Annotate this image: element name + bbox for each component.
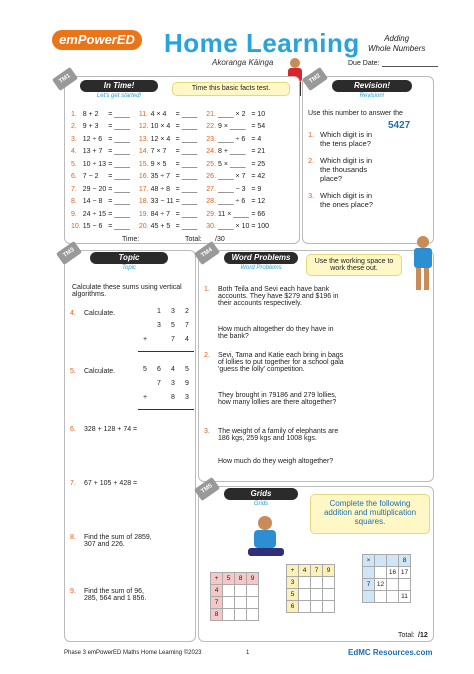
revision-number: 5427	[388, 120, 411, 131]
grids-banner: Grids	[224, 488, 298, 500]
fact-cell: = 66	[251, 210, 266, 218]
fact-cell: 8 + ____	[218, 148, 246, 156]
in-time-note: Time this basic facts test.	[172, 82, 290, 96]
page-subtitle: Akoranga Kāinga	[212, 58, 274, 67]
fact-cell: = ____	[108, 110, 130, 118]
algorithm-digit: 4	[185, 336, 189, 343]
fact-number: 6.	[71, 173, 77, 181]
fact-cell: 9 × ____	[218, 123, 246, 131]
topic-sub: Topic	[121, 265, 137, 271]
fact-cell: 8 + 2	[82, 110, 99, 118]
fact-cell: = 4	[251, 135, 262, 143]
grid-header-cell: 8	[235, 573, 247, 585]
fact-cell: 48 ÷ 8	[150, 185, 171, 193]
fact-number: 21.	[206, 110, 217, 118]
fact-number: 24.	[206, 148, 217, 156]
tag-tm1: TM1	[52, 67, 78, 91]
fact-number: 13.	[138, 135, 149, 143]
wp3-number: 3.	[204, 428, 210, 435]
grid-cell[interactable]	[223, 597, 235, 609]
grid-cell[interactable]	[223, 609, 235, 621]
fact-number: 25.	[206, 160, 217, 168]
revision-questions	[308, 130, 428, 217]
fact-number: 18.	[138, 198, 149, 206]
tag-tm4: TM4	[194, 241, 220, 265]
revision-sub: Revision!	[359, 93, 385, 99]
fact-cell: = 54	[251, 123, 266, 131]
grid-cell[interactable]: 16	[387, 567, 399, 579]
fact-row	[70, 171, 270, 184]
fact-number: 28.	[206, 198, 217, 206]
fact-row	[70, 133, 270, 146]
word-problems-banner: Word Problems	[224, 252, 298, 264]
fact-cell: 84 ÷ 7	[150, 210, 171, 218]
q5-number: 5.	[70, 368, 76, 375]
revision-question	[308, 191, 428, 209]
fact-cell: = 25	[251, 160, 266, 168]
fact-row	[70, 208, 270, 221]
multiplication-square	[362, 554, 411, 603]
fact-cell: 33 − 11	[150, 198, 174, 206]
fact-number: 11.	[138, 110, 149, 118]
fact-number: 1.	[71, 110, 77, 118]
grid-header-cell: 5	[223, 573, 235, 585]
fact-number: 15.	[138, 160, 149, 168]
fact-number: 2.	[71, 123, 77, 131]
algorithm-digit: 5	[171, 322, 175, 329]
fact-cell: 9 + 3	[82, 123, 99, 131]
fact-row	[70, 121, 270, 134]
grid-header-cell: 7	[211, 597, 223, 609]
grid-cell[interactable]	[399, 579, 411, 591]
basic-facts-table	[70, 108, 270, 233]
algorithm-digit: +	[142, 336, 148, 343]
revision-question	[308, 130, 428, 148]
empowered-logo: emPowerED	[52, 30, 142, 50]
in-time-banner: In Time!	[80, 80, 158, 92]
wp1-text: Both Teila and Sevi each have bank accounts. They have $279 and $196 in their accounts respectively.	[218, 286, 339, 307]
fact-cell: = 9	[251, 185, 262, 193]
grid-cell[interactable]: 12	[375, 579, 387, 591]
q6-number: 6.	[70, 426, 76, 433]
grid-cell[interactable]	[247, 597, 259, 609]
algorithm-digit: 7	[185, 322, 189, 329]
fact-number: 8.	[71, 198, 77, 206]
grids-total-label: Total:	[398, 632, 415, 639]
grid-cell[interactable]	[375, 567, 387, 579]
grid-cell[interactable]	[387, 579, 399, 591]
algorithm-row	[138, 308, 194, 322]
fact-cell: ____ ÷ 6	[218, 198, 246, 206]
grid-cell[interactable]	[235, 597, 247, 609]
fact-cell: = ____	[175, 160, 198, 168]
q7-text: 67 + 105 + 428 =	[84, 480, 138, 487]
grid-header-cell: 7	[363, 579, 375, 591]
fact-cell: = ____	[108, 185, 130, 193]
algorithm-row	[138, 394, 194, 408]
footer-brand: EdMC Resources.com	[348, 648, 433, 657]
page-title: Home Learning	[164, 28, 360, 58]
q6-text: 328 + 128 + 74 =	[84, 426, 138, 433]
grid-cell[interactable]	[299, 577, 311, 589]
fact-cell: = ____	[108, 223, 130, 231]
grid-cell[interactable]	[223, 585, 235, 597]
fact-cell: = ____	[108, 123, 130, 131]
grid-cell[interactable]	[247, 609, 259, 621]
fact-number: 26.	[206, 173, 217, 181]
grid-cell[interactable]	[387, 591, 399, 603]
grid-header-cell: 5	[287, 589, 299, 601]
tag-tm5: TM5	[194, 477, 220, 501]
grid-header-cell: 9	[247, 573, 259, 585]
fact-cell: = 100	[251, 223, 270, 231]
fact-number: 10.	[71, 223, 81, 231]
topic-banner: Topic	[90, 252, 168, 264]
q9-text: Find the sum of 96, 285, 564 and 1 856.	[84, 588, 147, 602]
grid-header-cell: +	[287, 565, 299, 577]
algorithm-digit: 3	[157, 322, 161, 329]
fact-row	[70, 108, 270, 121]
algorithm-digit: 7	[171, 336, 175, 343]
revision-question-number: 3.	[308, 191, 315, 200]
revision-question-number: 2.	[308, 156, 315, 165]
grid-cell[interactable]	[323, 577, 335, 589]
fact-number: 5.	[71, 160, 77, 168]
topic-label	[368, 34, 425, 54]
fact-number: 19.	[138, 210, 149, 218]
fact-number: 29.	[206, 210, 217, 218]
algorithm-row	[138, 380, 194, 394]
wp2-question: They brought in 79186 and 279 lollies, how many lollies are there altogether?	[218, 392, 337, 406]
algorithm-answer-line	[138, 351, 194, 352]
revision-question-text: Which digit is in the ones place?	[320, 191, 373, 209]
q4-label: Calculate.	[84, 310, 116, 317]
grid-header-cell	[363, 567, 375, 579]
fact-cell: 35 ÷ 7	[150, 173, 171, 181]
topic-line-2: Whole Numbers	[368, 44, 426, 53]
q9-number: 9.	[70, 588, 76, 595]
wp2-number: 2.	[204, 352, 210, 359]
fact-number: 22.	[206, 123, 217, 131]
grid-header-cell: 6	[287, 601, 299, 613]
footer-text: Phase 3 emPowerED Maths Home Learning ©2023	[64, 650, 202, 656]
algorithm-digit: 2	[185, 308, 189, 315]
footer-page: 1	[246, 650, 250, 656]
q7-number: 7.	[70, 480, 76, 487]
revision-banner: Revision!	[332, 80, 412, 92]
wp1-number: 1.	[204, 286, 210, 293]
grid-header-cell	[363, 591, 375, 603]
fact-cell: = ____	[108, 135, 130, 143]
fact-cell: = ____	[108, 210, 130, 218]
grid-header-cell: 4	[211, 585, 223, 597]
grid-header-cell: ×	[363, 555, 375, 567]
fact-number: 3.	[71, 135, 77, 143]
algorithm-answer-line	[138, 409, 194, 410]
fact-number: 20.	[138, 223, 149, 231]
grid-header-cell: 7	[311, 565, 323, 577]
algorithm-digit: 3	[171, 380, 175, 387]
fact-cell: = ____	[108, 198, 130, 206]
topic-line-1: Adding	[384, 34, 410, 43]
grid-cell[interactable]	[311, 577, 323, 589]
fact-cell: = ____	[175, 210, 198, 218]
word-problems-note: Use the working space to work these out.	[306, 254, 402, 276]
fact-cell: 13 + 7	[82, 148, 103, 156]
fact-cell: = ____	[108, 148, 130, 156]
fact-cell: = 21	[251, 148, 266, 156]
algorithm-digit: 9	[185, 380, 189, 387]
fact-cell: 7 − 2	[82, 173, 99, 181]
fact-cell: = 12	[251, 198, 266, 206]
girl-illustration	[410, 236, 436, 294]
due-date-label: Due Date:	[348, 60, 380, 67]
grid-cell[interactable]	[323, 601, 335, 613]
time-label: Time:	[122, 236, 140, 243]
fact-cell: = ____	[108, 160, 130, 168]
wp3-question: How much do they weigh altogether?	[218, 458, 334, 465]
fact-number: 23.	[206, 135, 217, 143]
fact-cell: 5 × ____	[218, 160, 246, 168]
fact-cell: ____ − 3	[218, 185, 246, 193]
fact-number: 9.	[71, 210, 77, 218]
fact-row	[70, 183, 270, 196]
addition-square-2	[286, 564, 335, 613]
fact-cell: = ____	[175, 198, 198, 206]
wp2-text: Sevi, Tama and Katie each bring in bags of lollies to put together for a school gala 'guess the lolly' competition.	[218, 352, 344, 373]
algorithm-digit: 3	[171, 308, 175, 315]
grid-header-cell	[387, 555, 399, 567]
fact-cell: 10 ÷ 13	[82, 160, 107, 168]
fact-row	[70, 146, 270, 159]
fact-cell: ____ × 2	[218, 110, 246, 118]
fact-cell: = ____	[175, 110, 198, 118]
grid-cell[interactable]	[299, 601, 311, 613]
wp1-question: How much altogether do they have in the bank?	[218, 326, 334, 340]
fact-cell: 10 × 4	[150, 123, 171, 131]
fact-cell: 15 − 6	[82, 223, 103, 231]
fact-cell: 12 ÷ 6	[82, 135, 103, 143]
tag-tm2: TM2	[302, 67, 328, 91]
grid-header-cell: +	[211, 573, 223, 585]
fact-cell: = ____	[108, 173, 130, 181]
fact-row	[70, 196, 270, 209]
total-value: /30	[215, 236, 225, 243]
fact-cell: ____ × 10	[218, 223, 250, 231]
grid-cell[interactable]	[235, 585, 247, 597]
addition-square-1	[210, 572, 259, 621]
grid-cell[interactable]: 17	[399, 567, 411, 579]
q4-number: 4.	[70, 310, 76, 317]
grid-header-cell: 8	[211, 609, 223, 621]
algorithm-digit: 4	[171, 366, 175, 373]
revision-question-text: Which digit is in the thousands place?	[320, 156, 373, 183]
grid-cell[interactable]	[311, 601, 323, 613]
grids-sub: Grids	[253, 501, 269, 507]
grid-header-cell: 3	[287, 577, 299, 589]
fact-cell: 24 ÷ 15	[82, 210, 107, 218]
fact-cell: 7 × 7	[150, 148, 167, 156]
algorithm-digit: 3	[185, 394, 189, 401]
fact-cell: 4 × 4	[150, 110, 167, 118]
boy-sitting-illustration	[246, 516, 286, 566]
fact-cell: 11 × ____	[218, 210, 249, 218]
q8-text: Find the sum of 2859, 307 and 226.	[84, 534, 152, 548]
grid-cell[interactable]	[375, 591, 387, 603]
algorithm-digit: 6	[157, 366, 161, 373]
fact-cell: 45 + 5	[150, 223, 171, 231]
word-problems-sub: Word Problems	[240, 265, 282, 271]
algorithm-row	[138, 322, 194, 336]
grid-cell[interactable]	[299, 589, 311, 601]
algorithm-digit: 5	[185, 366, 189, 373]
algorithm-row	[138, 336, 194, 350]
fact-number: 12.	[138, 123, 149, 131]
fact-number: 7.	[71, 185, 77, 193]
fact-cell: = ____	[175, 185, 198, 193]
grid-header-cell: 9	[323, 565, 335, 577]
grid-cell[interactable]	[247, 585, 259, 597]
fact-number: 27.	[206, 185, 217, 193]
fact-cell: 9 × 5	[150, 160, 167, 168]
tag-tm3: TM3	[56, 241, 82, 265]
revision-question	[308, 156, 428, 183]
total-label: Total:	[185, 236, 202, 243]
fact-cell: = ____	[175, 123, 198, 131]
in-time-sub: Let's get started!	[96, 93, 142, 99]
fact-cell: 12 × 4	[150, 135, 171, 143]
algorithm-digit: +	[142, 394, 148, 401]
q4-algorithm	[138, 308, 194, 352]
algorithm-digit: 5	[143, 366, 147, 373]
grids-total-value: /12	[418, 632, 428, 639]
fact-cell: ____ × 7	[218, 173, 246, 181]
fact-number: 30.	[206, 223, 217, 231]
wp3-text: The weight of a family of elephants are 186 kgs, 259 kgs and 1008 kgs.	[218, 428, 339, 442]
grid-cell[interactable]: 11	[399, 591, 411, 603]
algorithm-digit: 8	[171, 394, 175, 401]
fact-cell: = ____	[175, 135, 198, 143]
topic-instruction: Calculate these sums using vertical algorithms.	[72, 284, 182, 298]
grid-header-cell: 8	[399, 555, 411, 567]
grid-cell[interactable]	[323, 589, 335, 601]
grids-note: Complete the following addition and multiplication squares.	[310, 494, 430, 534]
algorithm-digit: 7	[157, 380, 161, 387]
revision-question-number: 1.	[308, 130, 315, 139]
grid-cell[interactable]	[235, 609, 247, 621]
fact-cell: = ____	[175, 173, 198, 181]
fact-cell: = 10	[251, 110, 266, 118]
revision-instruction: Use this number to answer the	[308, 110, 403, 117]
grid-header-cell: 4	[299, 565, 311, 577]
q5-algorithm	[138, 366, 194, 410]
fact-cell: ____ ÷ 6	[218, 135, 246, 143]
fact-row	[70, 221, 270, 234]
fact-number: 4.	[71, 148, 77, 156]
fact-number: 17.	[138, 185, 149, 193]
fact-row	[70, 158, 270, 171]
q5-label: Calculate.	[84, 368, 116, 375]
fact-number: 14.	[138, 148, 149, 156]
grid-header-cell	[375, 555, 387, 567]
q8-number: 8.	[70, 534, 76, 541]
due-date-line	[382, 66, 438, 67]
fact-cell: = 42	[251, 173, 266, 181]
grid-cell[interactable]	[311, 589, 323, 601]
algorithm-row	[138, 366, 194, 380]
algorithm-digit: 1	[157, 308, 161, 315]
revision-question-text: Which digit is in the tens place?	[320, 130, 373, 148]
fact-cell: = ____	[175, 223, 198, 231]
fact-number: 16.	[138, 173, 149, 181]
fact-cell: = ____	[175, 148, 198, 156]
fact-cell: 14 − 8	[82, 198, 103, 206]
fact-cell: 29 − 20	[82, 185, 107, 193]
